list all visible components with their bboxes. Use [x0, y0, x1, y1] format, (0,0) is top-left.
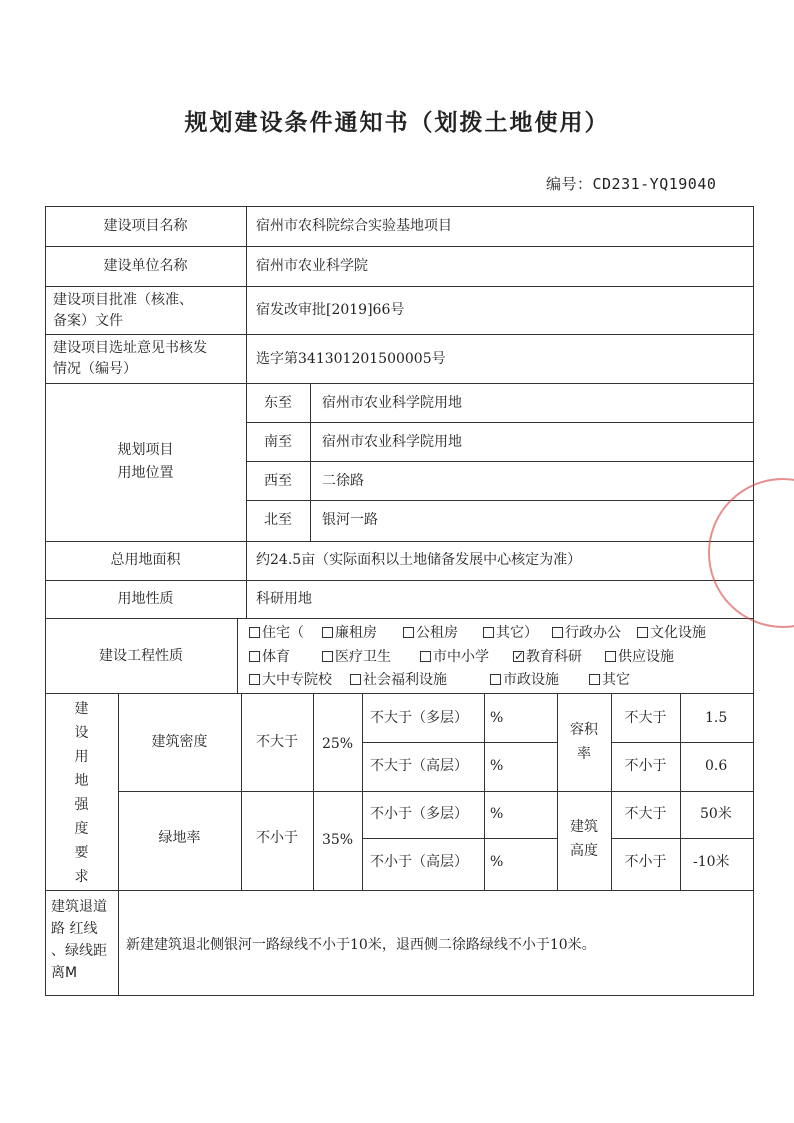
checkbox-icon [249, 651, 260, 662]
far-max-cmp: 不大于 [624, 710, 667, 726]
building-density-cmp: 不大于 [256, 734, 298, 750]
green-highrise-unit: % [490, 854, 504, 870]
south-label: 南至 [264, 434, 292, 450]
site-opinion-label-line1: 建设项目选址意见书核发 [53, 340, 207, 356]
east-label: 东至 [264, 395, 292, 411]
intensity-label: 建 设 用 地 强 度 要 求 [74, 701, 89, 885]
site-opinion-label-line2: 情况（编号） [53, 361, 137, 377]
project-nature-label: 建设工程性质 [99, 648, 183, 664]
far-min-value: 0.6 [705, 758, 728, 774]
project-name-value: 宿州市农科院综合实验基地项目 [256, 218, 452, 234]
option-social-welfare[interactable]: 社会福利设施 [350, 671, 447, 689]
far-label: 容积 率 [570, 722, 598, 762]
east-value: 宿州市农业科学院用地 [322, 395, 462, 411]
option-other[interactable]: 其它 [589, 671, 630, 689]
checkbox-icon [249, 627, 260, 638]
option-colleges[interactable]: 大中专院校 [249, 671, 332, 689]
approval-label-line1: 建设项目批准（核准、 [53, 292, 193, 308]
green-ratio-label: 绿地率 [158, 830, 201, 846]
far-max-value: 1.5 [705, 710, 728, 726]
green-multistory-label: 不小于（多层） [370, 806, 468, 822]
setback-label-line3: 、绿线距 [51, 943, 107, 959]
unit-name-label: 建设单位名称 [103, 258, 188, 274]
green-ratio-value: 35% [321, 832, 354, 848]
building-height-label: 建筑 高度 [570, 819, 598, 859]
green-ratio-cmp: 不小于 [256, 830, 298, 846]
option-education-research[interactable]: ✓ 教育科研 [513, 648, 582, 666]
density-multistory-label: 不大于（多层） [370, 710, 468, 726]
document-title: 规划建设条件通知书（划拨土地使用） [184, 110, 610, 136]
north-label: 北至 [264, 512, 292, 528]
height-max-cmp: 不大于 [624, 806, 667, 822]
checkbox-icon [552, 627, 563, 638]
site-opinion-value: 选字第341301201500005号 [256, 351, 446, 367]
option-sports[interactable]: 体育 [249, 648, 290, 666]
checkbox-icon [637, 627, 648, 638]
option-cultural-facilities[interactable]: 文化设施 [637, 624, 706, 642]
setback-label-line1: 建筑退道 [51, 899, 107, 915]
green-multistory-unit: % [490, 806, 504, 822]
checkbox-icon [322, 651, 333, 662]
height-min-cmp: 不小于 [624, 854, 667, 870]
checkbox-icon [605, 651, 616, 662]
checkbox-icon [589, 674, 600, 685]
total-area-label: 总用地面积 [110, 552, 181, 568]
density-multistory-unit: % [490, 710, 504, 726]
option-municipal-facilities[interactable]: 市政设施 [490, 671, 559, 689]
checkbox-icon [483, 627, 494, 638]
west-label: 西至 [264, 473, 292, 489]
document-number: 编号：CD231-YQ19040 [546, 175, 717, 193]
checkbox-icon [249, 674, 260, 685]
west-value: 二徐路 [322, 473, 364, 489]
checkbox-icon [420, 651, 431, 662]
approval-label-line2: 备案）文件 [53, 313, 123, 329]
option-administrative-office[interactable]: 行政办公 [552, 624, 621, 642]
south-value: 宿州市农业科学院用地 [322, 434, 462, 450]
checked-checkbox-icon [513, 651, 524, 662]
option-supply-facilities[interactable]: 供应设施 [605, 648, 674, 666]
option-low-rent-housing[interactable]: 廉租房 [322, 624, 377, 642]
setback-label-line2: 路 红线 [51, 921, 98, 937]
checkbox-icon [350, 674, 361, 685]
option-public-rental-housing[interactable]: 公租房 [403, 624, 458, 642]
option-other-housing[interactable]: 其它） [483, 624, 538, 642]
approval-value: 宿发改审批[2019]66号 [256, 302, 405, 318]
height-min-value: -10米 [693, 854, 730, 870]
setback-label-line4: 离M [51, 965, 78, 981]
unit-name-value: 宿州市农业科学院 [256, 258, 368, 274]
height-max-value: 50米 [700, 806, 732, 822]
total-area-value: 约24.5亩（实际面积以土地储备发展中心核定为准） [256, 552, 582, 568]
building-density-label: 建筑密度 [151, 734, 208, 750]
checkbox-icon [403, 627, 414, 638]
checkbox-icon [322, 627, 333, 638]
location-label-line2: 用地位置 [117, 465, 174, 481]
option-primary-secondary-schools[interactable]: 市中小学 [420, 648, 489, 666]
land-use-label: 用地性质 [117, 591, 174, 607]
location-label-line1: 规划项目 [117, 442, 174, 458]
building-density-value: 25% [321, 736, 354, 752]
density-highrise-unit: % [490, 758, 504, 774]
density-highrise-label: 不大于（高层） [370, 758, 468, 774]
far-min-cmp: 不小于 [624, 758, 667, 774]
land-use-value: 科研用地 [256, 591, 312, 607]
checkbox-icon [490, 674, 501, 685]
green-highrise-label: 不小于（高层） [370, 854, 468, 870]
setback-value: 新建建筑退北侧银河一路绿线不小于10米，退西侧二徐路绿线不小于10米。 [126, 937, 596, 953]
project-name-label: 建设项目名称 [103, 218, 188, 234]
option-residential[interactable]: 住宅（ [249, 624, 304, 642]
option-medical-health[interactable]: 医疗卫生 [322, 648, 391, 666]
north-value: 银河一路 [322, 512, 378, 528]
